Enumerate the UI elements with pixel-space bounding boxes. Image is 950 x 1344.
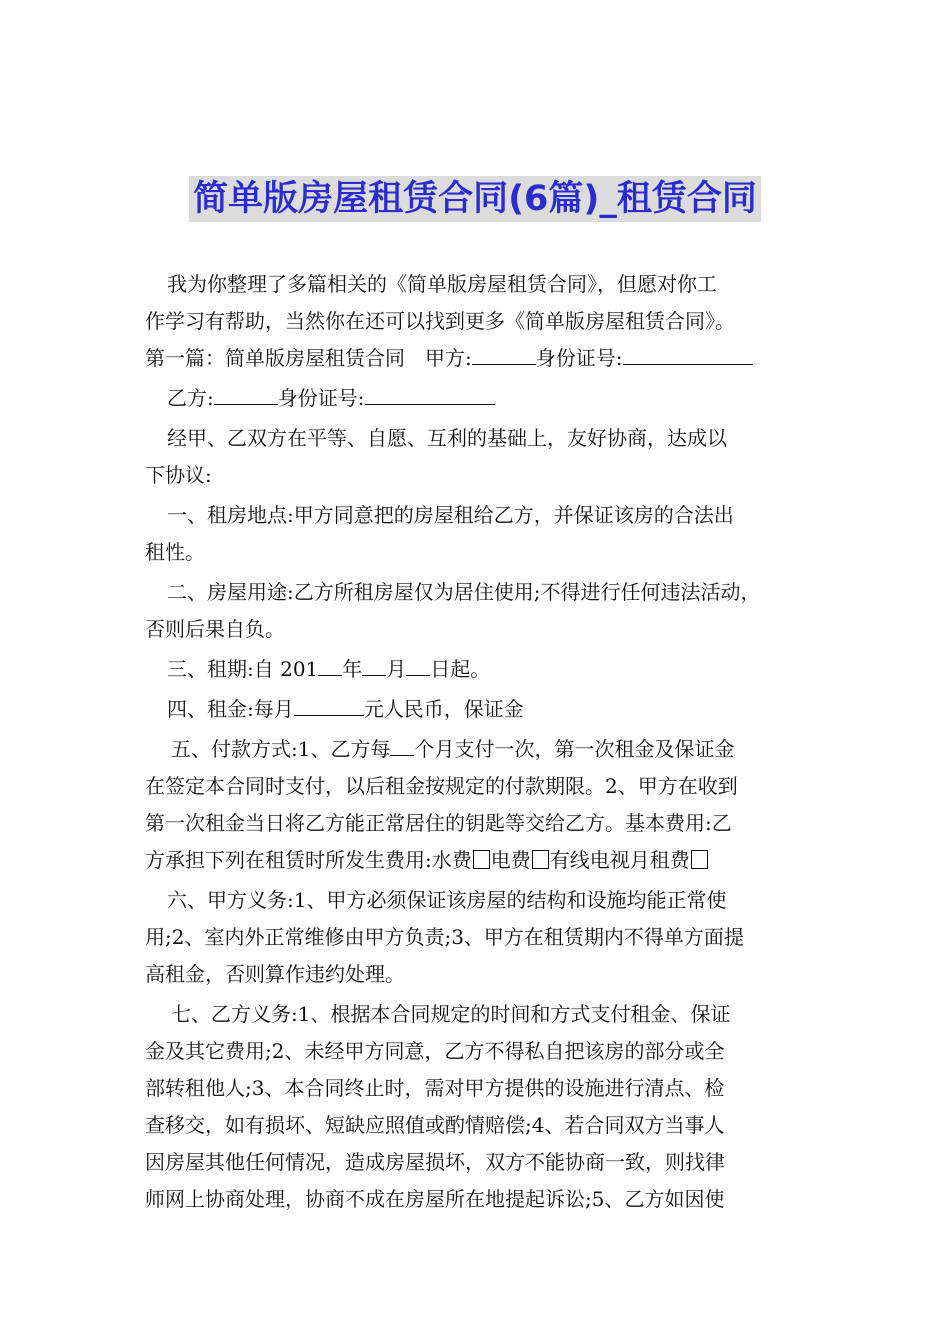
clause-6-line-2: 用;2、室内外正常维修由甲方负责;3、甲方在租赁期内不得单方面提 bbox=[145, 925, 744, 949]
party-a-label: 第一篇：简单版房屋租赁合同 甲方: bbox=[145, 346, 472, 370]
party-a-line bbox=[145, 340, 825, 377]
document-body bbox=[145, 266, 825, 1221]
clause-2 bbox=[145, 574, 825, 648]
agreement-line-1: 经甲、乙双方在平等、自愿、互利的基础上，友好协商，达成以 bbox=[167, 426, 727, 450]
party-b-id-label: 身份证号: bbox=[277, 386, 365, 410]
clause-6-line-1: 六、甲方义务:1、甲方必须保证该房屋的结构和设施均能正常使 bbox=[167, 888, 727, 912]
clause-5-line-1 bbox=[145, 731, 825, 768]
clause-7-line-2: 金及其它费用;2、未经甲方同意，乙方不得私自把该房的部分或全 bbox=[145, 1039, 725, 1063]
payment-months-blank bbox=[390, 737, 414, 756]
clause-5-line-3: 第一次租金当日将乙方能正常居住的钥匙等交给乙方。基本费用:乙 bbox=[145, 811, 732, 835]
clause-4-text-1: 四、租金:每月 bbox=[167, 697, 294, 721]
document-title: 简单版房屋租赁合同(6篇)_租赁合同 bbox=[189, 176, 761, 222]
clause-6-line-3: 高租金，否则算作违约处理。 bbox=[145, 962, 405, 986]
clause-1-line-2: 租性。 bbox=[145, 540, 205, 564]
clause-5-line-1a: 五、付款方式:1、乙方每 bbox=[171, 737, 391, 761]
clause-5-line-4c: 有线电视月租费 bbox=[549, 848, 690, 872]
rent-blank bbox=[294, 697, 364, 716]
cable-tv-fee-checkbox[interactable] bbox=[691, 850, 708, 869]
clause-1 bbox=[145, 497, 825, 571]
clause-3-text-1: 三、租期:自 201 bbox=[167, 657, 319, 681]
clause-5-line-2: 在签定本合同时支付，以后租金按规定的付款期限。2、甲方在收到 bbox=[145, 774, 738, 798]
clause-7-line-4: 查移交，如有损坏、短缺应照值或酌情赔偿;4、若合同双方当事人 bbox=[145, 1113, 725, 1137]
clause-5-line-4 bbox=[145, 842, 825, 879]
clause-6 bbox=[145, 882, 825, 993]
party-a-name-blank bbox=[472, 346, 536, 365]
intro-line-2: 作学习有帮助，当然你在还可以找到更多《简单版房屋租赁合同》。 bbox=[145, 309, 735, 333]
water-fee-checkbox[interactable] bbox=[473, 850, 490, 869]
clause-2-line-1: 二、房屋用途:乙方所租房屋仅为居住使用;不得进行任何违法活动， bbox=[167, 580, 761, 604]
clause-5-line-1b: 个月支付一次，第一次租金及保证金 bbox=[414, 737, 735, 761]
clause-7-line-1: 七、乙方义务:1、根据本合同规定的时间和方式支付租金、保证 bbox=[171, 1002, 731, 1026]
party-a-id-blank bbox=[623, 346, 753, 365]
clause-4 bbox=[145, 691, 825, 728]
agreement-paragraph bbox=[145, 420, 825, 494]
clause-3 bbox=[145, 651, 825, 688]
clause-7-line-6: 师网上协商处理，协商不成在房屋所在地提起诉讼;5、乙方如因使 bbox=[145, 1187, 725, 1211]
year-blank bbox=[318, 657, 342, 676]
electricity-fee-checkbox[interactable] bbox=[532, 850, 549, 869]
intro-line-1: 我为你整理了多篇相关的《简单版房屋租赁合同》，但愿对你工 bbox=[167, 272, 717, 296]
clause-4-text-2: 元人民币，保证金 bbox=[363, 697, 524, 721]
clause-3-text-2: 年 bbox=[342, 657, 363, 681]
title-container bbox=[0, 176, 950, 222]
clause-5 bbox=[145, 731, 825, 879]
clause-3-text-4: 日起。 bbox=[430, 657, 491, 681]
party-b-id-blank bbox=[365, 386, 495, 405]
party-b-label: 乙方: bbox=[167, 386, 214, 410]
clause-7 bbox=[145, 996, 825, 1218]
clause-5-line-4b: 电费 bbox=[490, 848, 531, 872]
clause-3-text-3: 月 bbox=[386, 657, 407, 681]
clause-2-line-2: 否则后果自负。 bbox=[145, 617, 285, 641]
month-blank bbox=[362, 657, 386, 676]
party-a-id-label: 身份证号: bbox=[535, 346, 623, 370]
clause-5-line-4a: 方承担下列在租赁时所发生费用:水费 bbox=[145, 848, 472, 872]
clause-7-line-5: 因房屋其他任何情况，造成房屋损坏，双方不能协商一致，则找律 bbox=[145, 1150, 725, 1174]
party-b-name-blank bbox=[214, 386, 278, 405]
agreement-line-2: 下协议: bbox=[145, 463, 212, 487]
intro-paragraph bbox=[145, 266, 825, 377]
clause-1-line-1: 一、租房地点:甲方同意把的房屋租给乙方，并保证该房的合法出 bbox=[167, 503, 734, 527]
party-b-line bbox=[145, 380, 825, 417]
day-blank bbox=[406, 657, 430, 676]
clause-7-line-3: 部转租他人;3、本合同终止时，需对甲方提供的设施进行清点、检 bbox=[145, 1076, 725, 1100]
